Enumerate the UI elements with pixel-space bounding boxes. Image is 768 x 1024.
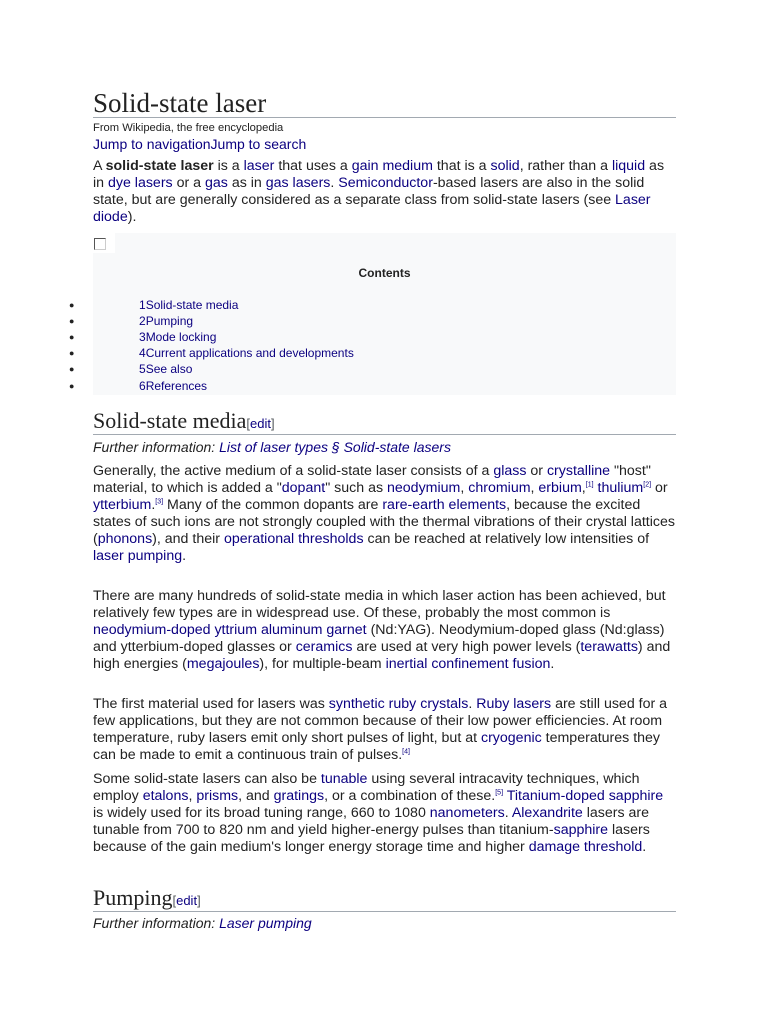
link-crystalline[interactable]: crystalline	[546, 463, 611, 479]
text: ,	[581, 479, 586, 496]
edit-bracket: [	[246, 416, 250, 431]
paragraph-ruby-lasers	[93, 696, 676, 764]
link-gas[interactable]: gas	[205, 174, 228, 191]
paragraph-active-medium	[93, 463, 676, 564]
toc-number: 1	[139, 298, 146, 312]
toc-bullet: ●	[69, 316, 75, 326]
reference-5[interactable]: [5]	[495, 789, 504, 797]
link-list-of-laser-types[interactable]: List of laser types § Solid-state lasers	[219, 439, 451, 455]
site-subtitle: From Wikipedia, the free encyclopedia	[93, 122, 284, 134]
text: , or a combination of these.	[324, 787, 496, 804]
text: The first material used for lasers was	[93, 696, 329, 712]
text: .	[550, 655, 555, 672]
text: .	[330, 174, 339, 191]
link-ytterbium[interactable]: ytterbium	[93, 496, 152, 513]
edit-link[interactable]: edit	[176, 893, 198, 908]
link-solid[interactable]: solid	[490, 158, 520, 174]
page-title: Solid-state laser	[93, 88, 676, 118]
text: There are many hundreds of solid-state media in which laser action has been achieved, but relatively few types are in widespread use. Of these, probably the most common is	[93, 588, 666, 621]
toc-label: Solid-state media	[145, 298, 239, 312]
edit-link[interactable]: edit	[249, 416, 271, 431]
toc-label: Pumping	[145, 314, 194, 328]
toc-number: 5	[139, 362, 146, 376]
text: ), and their	[152, 530, 224, 547]
link-dopant[interactable]: dopant	[281, 479, 326, 496]
text: ) and high energies (	[93, 638, 671, 672]
link-glass[interactable]: glass	[493, 463, 527, 479]
toc-item-pumping[interactable]	[139, 314, 193, 328]
jump-to-navigation-link[interactable]: Jump to navigation	[93, 136, 211, 152]
link-ceramics[interactable]: ceramics	[295, 638, 353, 655]
link-laser[interactable]: laser	[243, 158, 275, 174]
toc-bullet: ●	[69, 300, 75, 310]
toc-item-current-applications[interactable]	[139, 346, 354, 360]
text: , and	[238, 787, 274, 804]
text: as in	[93, 158, 665, 191]
heading-text: Solid-state media	[93, 408, 247, 433]
text: or	[526, 463, 547, 479]
toc-number: 6	[139, 379, 146, 393]
text: is a	[213, 158, 244, 174]
toc-bullet: ●	[69, 381, 75, 391]
text: that uses a	[274, 158, 352, 174]
text: or	[651, 479, 668, 496]
jump-links	[93, 136, 306, 152]
text: ,	[460, 479, 469, 496]
link-gratings[interactable]: gratings	[273, 787, 325, 804]
toc-label: See also	[145, 362, 193, 376]
text: .	[504, 804, 512, 821]
hatnote-prefix: Further information:	[93, 439, 220, 455]
text: can be reached at relatively low intensities of	[363, 530, 650, 547]
toc-label: Mode locking	[145, 330, 217, 344]
text: ,	[188, 787, 197, 804]
toc-number: 4	[139, 346, 146, 360]
toc-label: Current applications and developments	[145, 346, 354, 360]
text: (Nd:YAG). Neodymium-doped glass (Nd:glass) and ytterbium-doped glasses or	[93, 621, 665, 655]
link-nanometers[interactable]: nanometers	[429, 804, 505, 821]
text: are still used for a few applications, but they are not common because of their low power efficiencies. At room temperature, ruby lasers emit only short pulses of light, but at	[93, 696, 668, 746]
text: .	[468, 696, 477, 712]
link-operational-thresholds[interactable]: operational thresholds	[223, 530, 364, 547]
text: lasers because of the gain medium's longer energy storage time and higher	[93, 821, 650, 855]
toc-bullet: ●	[69, 364, 75, 374]
link-chromium[interactable]: chromium	[468, 479, 531, 496]
link-ruby-lasers[interactable]: Ruby lasers	[476, 696, 552, 712]
toc-bullet: ●	[69, 348, 75, 358]
link-alexandrite[interactable]: Alexandrite	[511, 804, 583, 821]
text: or a	[172, 174, 205, 191]
link-gas-lasers[interactable]: gas lasers	[265, 174, 331, 191]
text: ), for multiple-beam	[259, 655, 386, 672]
text: .	[642, 838, 647, 855]
toc-title: Contents	[358, 266, 411, 280]
jump-to-search-link[interactable]: Jump to search	[210, 136, 307, 152]
intro-paragraph	[93, 158, 676, 226]
toc-number: 2	[139, 314, 146, 328]
link-thulium[interactable]: thulium	[597, 479, 644, 496]
toc-label: References	[145, 379, 208, 393]
link-sapphire[interactable]: sapphire	[553, 821, 609, 838]
paragraph-solid-state-media-types	[93, 588, 676, 673]
reference-4[interactable]: [4]	[402, 747, 410, 755]
link-terawatts[interactable]: terawatts	[580, 638, 638, 655]
text: A	[93, 158, 106, 174]
link-laser-pumping[interactable]: laser pumping	[93, 547, 183, 564]
text: Generally, the active medium of a solid-state laser consists of a	[93, 463, 494, 479]
link-inertial-confinement-fusion[interactable]: inertial confinement fusion	[385, 655, 551, 672]
link-phonons[interactable]: phonons	[97, 530, 153, 547]
hatnote	[93, 439, 451, 455]
link-titanium-sapphire[interactable]: Titanium-doped sapphire	[506, 787, 664, 804]
text: .	[182, 547, 187, 564]
text: ,	[530, 479, 539, 496]
link-damage-threshold[interactable]: damage threshold	[528, 838, 643, 855]
link-neodymium[interactable]: neodymium	[387, 479, 461, 496]
text: ).	[127, 208, 137, 225]
toc-number: 3	[139, 330, 146, 344]
paragraph-tunable-lasers	[93, 771, 676, 856]
link-rare-earth-elements[interactable]: rare-earth elements	[382, 496, 507, 513]
link-prisms[interactable]: prisms	[196, 787, 239, 804]
link-etalons[interactable]: etalons	[142, 787, 189, 804]
toc-bullet: ●	[69, 332, 75, 342]
toc-item-see-also[interactable]	[139, 362, 192, 376]
edit-bracket: ]	[270, 416, 275, 431]
reference-2[interactable]: [2]	[643, 481, 652, 489]
text: Some solid-state lasers can also be	[93, 771, 321, 787]
text: .	[151, 496, 156, 513]
link-gain-medium[interactable]: gain medium	[351, 158, 433, 174]
toc-item-mode-locking[interactable]	[139, 330, 216, 344]
link-laser-diode[interactable]: Laser diode	[93, 191, 651, 225]
text: "host" material, to which is added a "	[93, 463, 651, 496]
text: " such as	[325, 479, 388, 496]
bold-term: solid-state laser	[105, 158, 214, 174]
text: are used at very high power levels (	[352, 638, 581, 655]
link-tunable[interactable]: tunable	[320, 771, 368, 787]
link-nd-yag[interactable]: neodymium-doped yttrium aluminum garnet	[93, 621, 367, 638]
toc-item-solid-state-media[interactable]	[139, 298, 238, 312]
text: using several intracavity techniques, which employ	[93, 771, 640, 804]
text: Many of the common dopants are	[163, 496, 383, 513]
text: -based lasers are also in the solid state, but are generally considered as a separate class from solid-state lasers (see	[93, 174, 645, 208]
section-heading-pumping	[93, 885, 676, 912]
text: that is a	[432, 158, 491, 174]
edit-bracket: [	[172, 893, 177, 908]
link-megajoules[interactable]: megajoules	[186, 655, 260, 672]
link-synthetic-ruby[interactable]: synthetic ruby crystals	[328, 696, 469, 712]
link-liquid[interactable]: liquid	[611, 158, 646, 174]
hatnote	[93, 915, 312, 931]
text: , rather than a	[519, 158, 612, 174]
text: is widely used for its broad tuning range, 660 to 1080	[93, 804, 430, 821]
text: , because the excited states of such ions are not strongly coupled with the thermal vibrations of their crystal lattices (	[93, 496, 675, 547]
toc-item-references[interactable]	[139, 379, 207, 393]
section-heading-solid-state-media	[93, 408, 676, 435]
reference-3[interactable]: [3]	[155, 498, 164, 506]
reference-1[interactable]: [1]	[585, 481, 594, 489]
hatnote-prefix: Further information:	[93, 915, 220, 931]
link-semiconductor[interactable]: Semiconductor	[338, 174, 433, 191]
heading-text: Pumping	[93, 885, 173, 910]
link-erbium[interactable]: erbium	[538, 479, 582, 496]
text: as in	[227, 174, 266, 191]
toc-toggle-checkbox[interactable]	[94, 238, 106, 250]
link-laser-pumping-article[interactable]: Laser pumping	[219, 915, 312, 931]
text: lasers are tunable from 700 to 820 nm and yield higher-energy pulses than titanium-	[93, 804, 650, 838]
edit-bracket: ]	[197, 893, 201, 908]
text: temperatures they can be made to emit a continuous train of pulses.	[93, 729, 661, 763]
link-cryogenic[interactable]: cryogenic	[480, 729, 542, 746]
link-dye-lasers[interactable]: dye lasers	[107, 174, 173, 191]
